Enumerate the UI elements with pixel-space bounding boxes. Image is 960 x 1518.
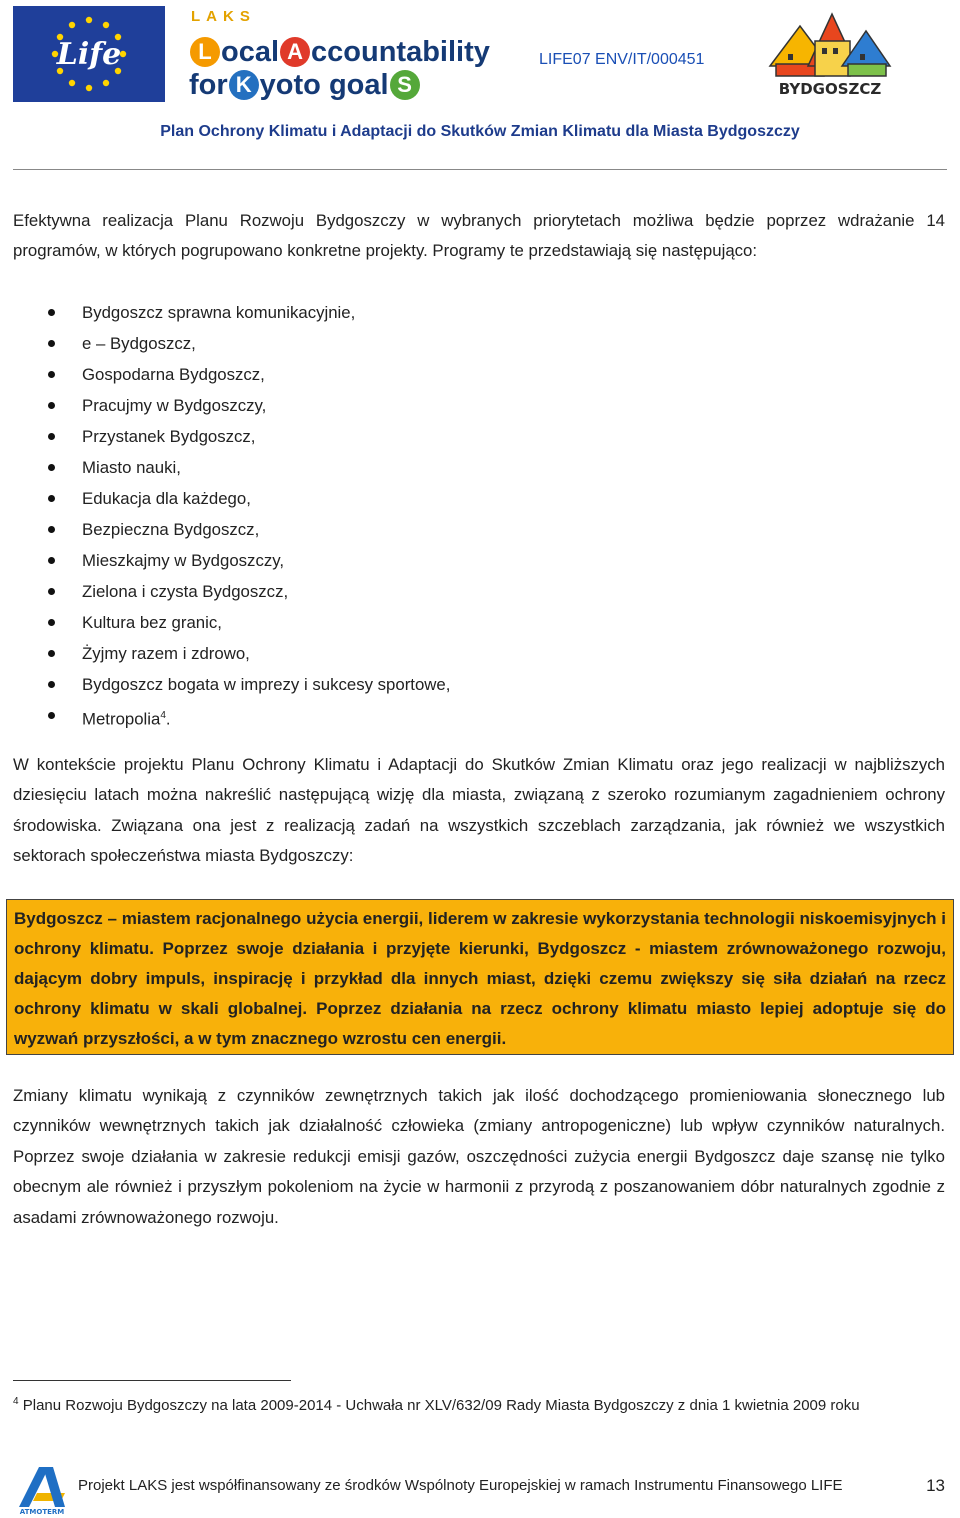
bullet-icon bbox=[48, 588, 55, 595]
bullet-icon bbox=[48, 371, 55, 378]
page-number: 13 bbox=[926, 1476, 945, 1495]
list-item bbox=[13, 390, 450, 421]
logo-letter-s: S bbox=[390, 70, 420, 100]
program-label: Bezpieczna Bydgoszcz, bbox=[82, 520, 260, 539]
bullet-icon bbox=[48, 433, 55, 440]
list-item bbox=[13, 328, 450, 359]
bullet-icon bbox=[48, 650, 55, 657]
header-divider bbox=[13, 169, 947, 170]
logo-word-ccountability: ccountability bbox=[311, 36, 490, 68]
logo-word-yoto-goal: yoto goal bbox=[259, 69, 389, 101]
footnote bbox=[13, 1390, 945, 1418]
project-code: LIFE07 ENV/IT/000451 bbox=[539, 51, 705, 68]
logo-word-ocal: ocal bbox=[221, 36, 280, 68]
list-item bbox=[13, 669, 450, 700]
context-paragraph: W kontekście projektu Planu Ochrony Klimatu i Adaptacji do Skutków Zmian Klimatu oraz jego realizacji w najbliższych dziesięciu latach można nakreślić następującą wizję dla miasta, związaną z szeroko rozumianym zagadnieniem ochrony środowiska. Związana ona jest z realizacją zadań na wszystkich szczeblach zarządzania, jak również we wszystkich sektorach społeczeństwa miasta Bydgoszczy: bbox=[13, 755, 945, 866]
footnote-number: 4 bbox=[13, 1396, 19, 1407]
program-label: Przystanek Bydgoszcz, bbox=[82, 427, 256, 446]
list-item bbox=[13, 700, 450, 731]
bullet-icon bbox=[48, 526, 55, 533]
program-label: Gospodarna Bydgoszcz, bbox=[82, 365, 265, 384]
laks-label: LAKS bbox=[191, 8, 256, 25]
laks-logo-line-2 bbox=[189, 69, 421, 102]
laks-logo-line-1 bbox=[189, 36, 490, 69]
life-mark-text: Life bbox=[56, 37, 122, 72]
list-item bbox=[13, 545, 450, 576]
bullet-icon bbox=[48, 309, 55, 316]
program-label: Żyjmy razem i zdrowo, bbox=[82, 644, 250, 663]
bydgoszcz-logo-text: BYDGOSZCZ bbox=[778, 80, 882, 98]
program-label: Pracujmy w Bydgoszczy, bbox=[82, 396, 267, 415]
list-item bbox=[13, 359, 450, 390]
list-item bbox=[13, 483, 450, 514]
atmoterm-logo bbox=[13, 1463, 71, 1515]
atmoterm-logo-text: ATMOTERM bbox=[19, 1508, 65, 1515]
bullet-icon bbox=[48, 681, 55, 688]
program-label: Kultura bez granic, bbox=[82, 613, 222, 632]
program-label: Mieszkajmy w Bydgoszczy, bbox=[82, 551, 285, 570]
bullet-icon bbox=[48, 619, 55, 626]
list-item bbox=[13, 297, 450, 328]
document-title: Plan Ochrony Klimatu i Adaptacji do Skutków Zmian Klimatu dla Miasta Bydgoszczy bbox=[160, 123, 800, 140]
list-item bbox=[13, 576, 450, 607]
footer-text: Projekt LAKS jest współfinansowany ze środków Wspólnoty Europejskiej w ramach Instrumentu Finansowego LIFE bbox=[78, 1477, 843, 1494]
laks-logo bbox=[187, 6, 497, 102]
footnote-divider bbox=[13, 1380, 291, 1381]
logo-letter-l: L bbox=[190, 37, 220, 67]
list-item bbox=[13, 452, 450, 483]
climate-paragraph: Zmiany klimatu wynikają z czynników zewnętrznych takich jak ilość dochodzącego promieniowania słonecznego lub czynników wewnętrznych takich jak działalność człowieka (zmiany antropogeniczne) lub wpływ czynników naturalnych. Poprzez swoje działania w zakresie redukcji emisji gazów, oszczędności zużycia energii Bydgoszcz daje szansę nie tylko obecnym ale również i przyszłym pokoleniom na życie w harmonii z przyrodą z poszanowaniem dóbr naturalnych zgodnie z asadami zrównoważonego rozwoju. bbox=[13, 1086, 945, 1227]
bullet-icon bbox=[48, 464, 55, 471]
footnote-reference[interactable]: 4 bbox=[160, 710, 166, 721]
list-item bbox=[13, 638, 450, 669]
list-item bbox=[13, 514, 450, 545]
eu-life-logo bbox=[13, 6, 165, 102]
footnote-text: Planu Rozwoju Bydgoszczy na lata 2009-2014 - Uchwała nr XLV/632/09 Rady Miasta Bydgoszczy z dnia 1 kwietnia 2009 roku bbox=[22, 1397, 860, 1414]
logo-letter-a: A bbox=[280, 37, 310, 67]
page-header bbox=[0, 0, 960, 170]
program-label: Zielona i czysta Bydgoszcz, bbox=[82, 582, 289, 601]
list-item bbox=[13, 421, 450, 452]
bullet-icon bbox=[48, 557, 55, 564]
intro-paragraph: Efektywna realizacja Planu Rozwoju Bydgoszczy w wybranych priorytetach możliwa będzie poprzez wdrażanie 14 programów, w których pogrupowano konkretne projekty. Programy te przedstawiają się następująco: bbox=[13, 211, 945, 261]
program-label-end: . bbox=[165, 709, 171, 729]
logo-letter-k: K bbox=[229, 70, 259, 100]
program-label: Bydgoszcz sprawna komunikacyjnie, bbox=[82, 303, 356, 322]
bullet-icon bbox=[48, 402, 55, 409]
bullet-icon bbox=[48, 712, 55, 719]
logo-word-for: for bbox=[189, 69, 228, 101]
list-item bbox=[13, 607, 450, 638]
vision-statement-box: Bydgoszcz – miastem racjonalnego użycia energii, liderem w zakresie wykorzystania technologii niskoemisyjnych i ochrony klimatu. Poprzez swoje działania i przyjęte kierunki, Bydgoszcz - miastem zrównoważonego rozwoju, dającym dobry impuls, inspirację i przykład dla innych miast, dzięki czemu zwiększy się siła działań na rzecz ochrony klimatu w skali globalnej. Poprzez działania na rzecz ochrony klimatu miasto lepiej adoptuje się do wyzwań przyszłości, a w tym znacznego wzrostu cen energii. bbox=[6, 899, 954, 1055]
bydgoszcz-logo bbox=[760, 6, 900, 102]
program-label: Metropolia bbox=[82, 709, 161, 729]
program-label: Miasto nauki, bbox=[82, 458, 181, 477]
programs-list bbox=[13, 297, 450, 731]
program-label: Bydgoszcz bogata w imprezy i sukcesy sportowe, bbox=[82, 675, 451, 694]
bullet-icon bbox=[48, 495, 55, 502]
program-label: e – Bydgoszcz, bbox=[82, 334, 196, 353]
program-label: Edukacja dla każdego, bbox=[82, 489, 251, 508]
bullet-icon bbox=[48, 340, 55, 347]
